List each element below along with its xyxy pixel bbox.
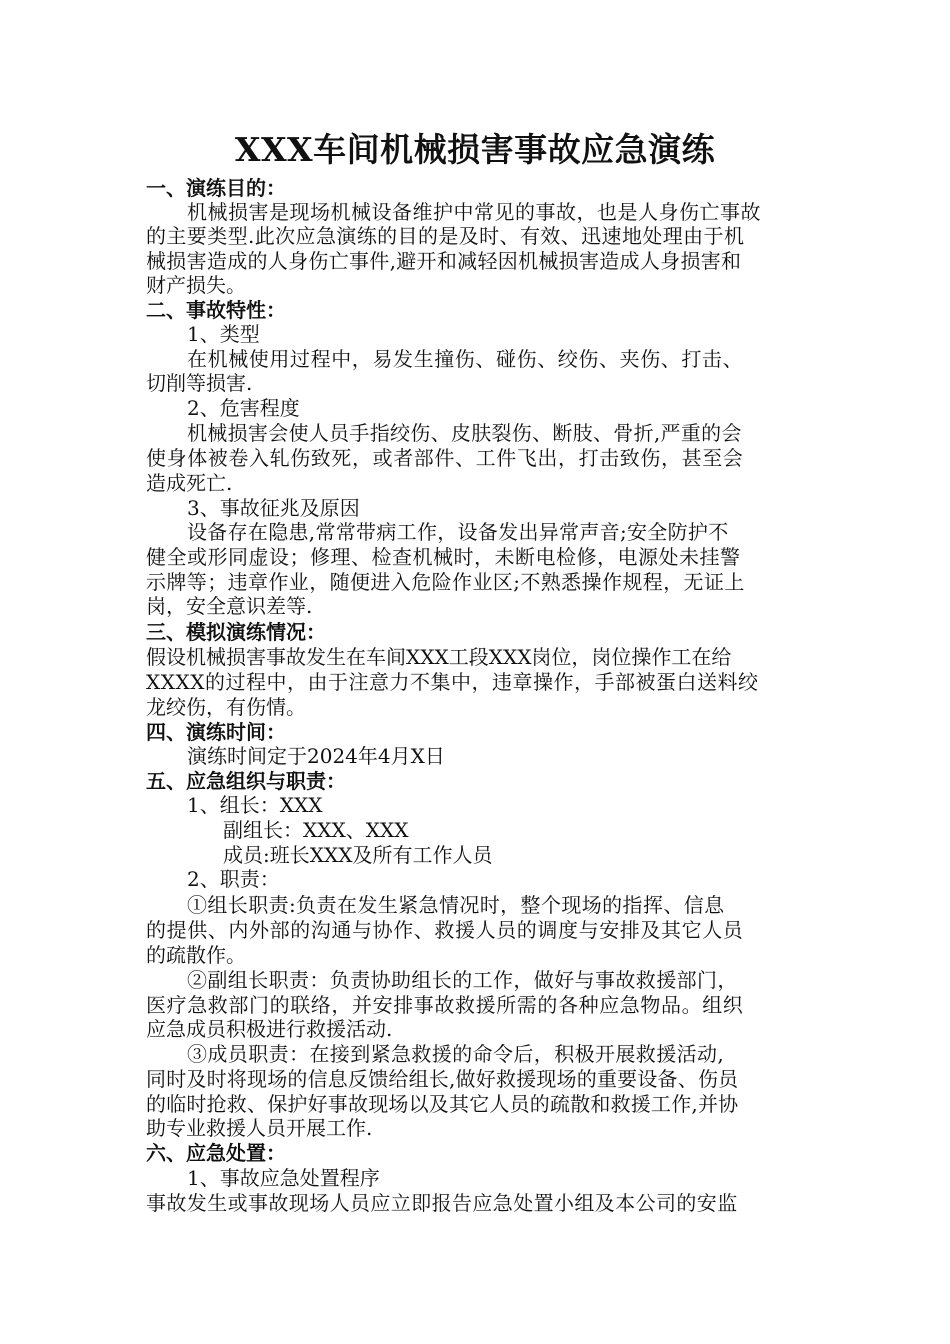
body-text-line: ①组长职责:负责在发生紧急情况时，整个现场的指挥、信息 bbox=[187, 893, 725, 917]
body-text-line: 副组长：XXX、XXX bbox=[223, 818, 409, 842]
section-heading: 三、模拟演练情况： bbox=[146, 620, 326, 644]
body-text-line: XXXX的过程中，由于注意力不集中，违章操作，手部被蛋白送料绞 bbox=[146, 670, 759, 694]
body-text-line: 健全或形同虚设；修理、检查机械时，未断电检修，电源处未挂警 bbox=[146, 545, 741, 569]
body-text-line: 1、事故应急处置程序 bbox=[187, 1166, 380, 1190]
body-text-line: 岗，安全意识差等. bbox=[146, 594, 313, 618]
body-text-line: 2、职责： bbox=[187, 867, 280, 891]
body-text-line: 设备存在隐患,常常带病工作，设备发出异常声音;安全防护不 bbox=[187, 520, 729, 544]
body-text-line: 医疗急救部门的联络，并安排事故救援所需的各种应急物品。组织 bbox=[146, 993, 744, 1017]
body-text-line: 切削等损害. bbox=[146, 371, 253, 395]
body-text-line: ③成员职责：在接到紧急救援的命令后，积极开展救援活动, bbox=[187, 1042, 725, 1066]
section-heading: 二、事故特性： bbox=[146, 298, 286, 322]
body-text-line: 成员:班长XXX及所有工作人员 bbox=[223, 843, 493, 867]
body-text-line: 演练时间定于2024年4月X日 bbox=[187, 744, 445, 768]
section-heading: 六、应急处置： bbox=[146, 1141, 286, 1165]
section-heading: 一、演练目的： bbox=[146, 176, 286, 200]
body-text-line: 助专业救援人员开展工作. bbox=[146, 1116, 373, 1140]
body-text-line: 的疏散作。 bbox=[146, 943, 246, 967]
body-text-line: 1、组长：XXX bbox=[187, 793, 323, 817]
body-text-line: 的主要类型.此次应急演练的目的是及时、有效、迅速地处理由于机 bbox=[146, 224, 745, 248]
body-text-line: 龙绞伤，有伤情。 bbox=[146, 695, 306, 719]
body-text-line: 假设机械损害事故发生在车间XXX工段XXX岗位，岗位操作工在给 bbox=[146, 645, 732, 669]
body-text-line: 械损害造成的人身伤亡事件,避开和减轻因机械损害造成人身损害和 bbox=[146, 249, 742, 273]
body-text-line: 应急成员积极进行救援活动. bbox=[146, 1017, 393, 1041]
body-text-line: 使身体被卷入轧伤致死，或者部件、工件飞出，打击致伤，甚至会 bbox=[146, 446, 744, 470]
document-title: XXX车间机械损害事故应急演练 bbox=[234, 130, 716, 169]
body-text-line: 2、危害程度 bbox=[187, 396, 300, 420]
body-text-line: 同时及时将现场的信息反馈给组长,做好救援现场的重要设备、伤员 bbox=[146, 1067, 739, 1091]
body-text-line: 1、类型 bbox=[187, 322, 260, 346]
body-text-line: 财产损失。 bbox=[146, 273, 246, 297]
body-text-line: 示牌等；违章作业，随便进入危险作业区;不熟悉操作规程，无证上 bbox=[146, 570, 745, 594]
body-text-line: 的提供、内外部的沟通与协作、救援人员的调度与安排及其它人员 bbox=[146, 918, 744, 942]
body-text-line: 机械损害是现场机械设备维护中常见的事故，也是人身伤亡事故 bbox=[187, 200, 761, 224]
body-text-line: 的临时抢救、保护好事故现场以及其它人员的疏散和救援工作,并协 bbox=[146, 1092, 739, 1116]
body-text-line: 机械损害会使人员手指绞伤、皮肤裂伤、断肢、骨折,严重的会 bbox=[187, 421, 742, 445]
section-heading: 五、应急组织与职责： bbox=[146, 769, 346, 793]
body-text-line: ②副组长职责：负责协助组长的工作，做好与事故救援部门， bbox=[187, 968, 738, 992]
body-text-line: 3、事故征兆及原因 bbox=[187, 496, 360, 520]
body-text-line: 在机械使用过程中，易发生撞伤、碰伤、绞伤、夹伤、打击、 bbox=[187, 347, 744, 371]
section-heading: 四、演练时间： bbox=[146, 720, 286, 744]
body-text-line: 造成死亡. bbox=[146, 471, 233, 495]
body-text-line: 事故发生或事故现场人员应立即报告应急处置小组及本公司的安监 bbox=[146, 1191, 738, 1215]
